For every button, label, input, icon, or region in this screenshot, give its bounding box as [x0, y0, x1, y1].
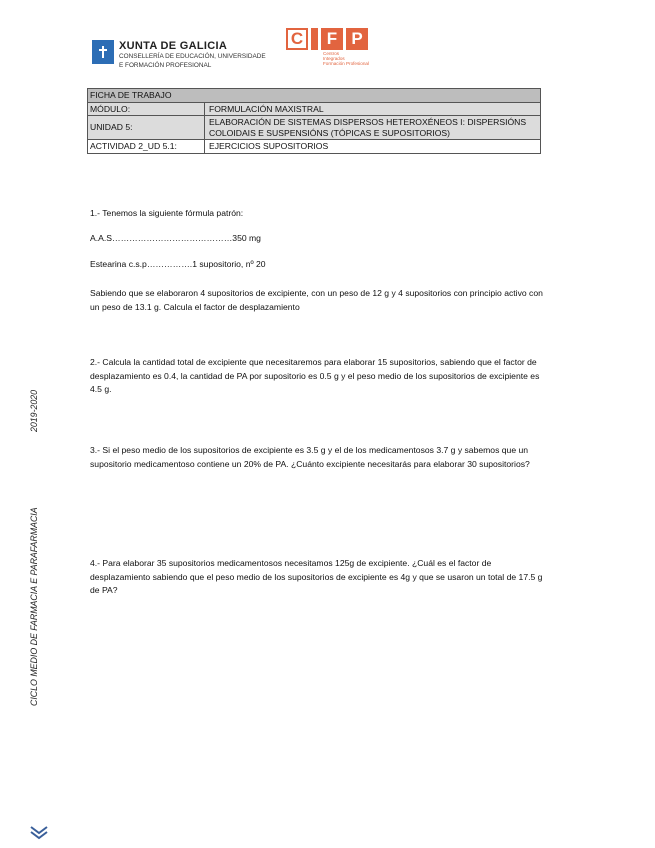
cifp-sub-1: Centros: [323, 51, 340, 56]
row-value: ELABORACIÓN DE SISTEMAS DISPERSOS HETEROXÉNEOS I: DISPERSIÓNS COLOIDAIS E SUSPENSIÓNS (TÓPICAS E SUPOSITORIOS): [205, 116, 541, 140]
cifp-logo: [286, 28, 369, 67]
ficha-title: FICHA DE TRABAJO: [88, 89, 541, 103]
table-row: [88, 102, 541, 116]
exercise-1-intro: 1.- Tenemos la siguiente fórmula patrón:: [90, 208, 244, 218]
cifp-letter-c: C: [286, 28, 308, 50]
cifp-letter-p: P: [346, 28, 368, 50]
exercise-4-text: 4.- Para elaborar 35 supositorios medicamentosos necesitamos 125g de excipiente. ¿Cuál es el factor de desplazamiento sabiendo que el peso medio de los supositorios de excipiente es 4g y que se usaron un total de 17.5 g de PA?: [90, 558, 543, 595]
exercise-2-text: 2.- Calcula la cantidad total de excipiente que necesitaremos para elaborar 15 supositorios, sabiendo que el factor de desplazamiento es 0.4, la cantidad de PA por supositorio es 0.5 g y el peso medio de los supositorios de excipiente es 4.5 g.: [90, 357, 540, 394]
side-cycle-label: CICLO MEDIO DE FARMACIA E PARAFARMACIA: [29, 507, 39, 706]
row-value: FORMULACIÓN MAXISTRAL: [205, 102, 541, 116]
cifp-sub-2: Integrados: [323, 56, 345, 62]
xunta-subtitle-1: CONSELLERÍA DE EDUCACIÓN, UNIVERSIDADE: [119, 53, 266, 60]
row-label: UNIDAD 5:: [88, 116, 205, 140]
cifp-subtitle: [323, 51, 393, 67]
xunta-header: [119, 40, 266, 69]
row-value: EJERCICIOS SUPOSITORIOS: [205, 140, 541, 154]
cifp-letter-i: [311, 28, 318, 50]
table-row: [88, 116, 541, 140]
cifp-sub-3: Formación Profesional: [323, 61, 369, 67]
exercise-1-text: Sabiendo que se elaboraron 4 supositorios de excipiente, con un peso de 12 g y 4 supositorios con principio activo con un peso de 13.1 g. Calcula el factor de desplazamiento: [90, 288, 543, 312]
double-chevron-down-icon: [30, 826, 48, 840]
xunta-subtitle-2: E FORMACIÓN PROFESIONAL: [119, 61, 212, 69]
row-label: ACTIVIDAD 2_UD 5.1:: [88, 140, 205, 154]
table-row: [88, 140, 541, 154]
row-label: MÓDULO:: [88, 102, 205, 116]
xunta-name: XUNTA DE GALICIA: [119, 40, 228, 52]
ficha-title-row: [88, 89, 541, 103]
exercise-1-formula-line-1: A.A.S……………………………………350 mg: [90, 233, 261, 243]
exercise-3-text: 3.- Si el peso medio de los supositorios de excipiente es 3.5 g y el de los medicamentosos 3.7 g y sabemos que un supositorio medicamentoso contiene un 20% de PA. ¿Cuánto excipiente necesitarás para elaborar 30 supositorios?: [90, 445, 530, 469]
xunta-emblem-icon: [92, 40, 114, 64]
side-year-label: 2019-2020: [29, 389, 39, 432]
exercise-1-formula-line-2: Estearina c.s.p…………….1 supositorio, nº 20: [90, 259, 266, 269]
cifp-letter-f: F: [321, 28, 343, 50]
ficha-table: [87, 88, 541, 154]
